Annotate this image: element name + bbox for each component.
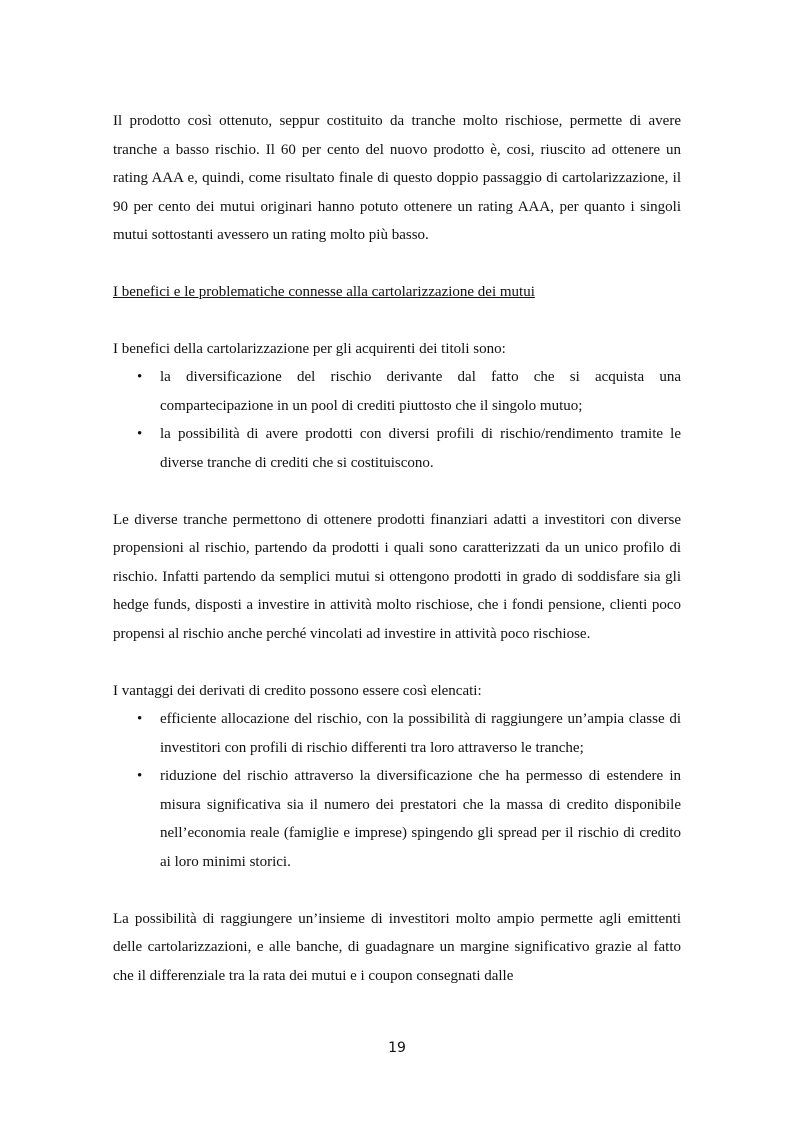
- list-item-text: la diversificazione del rischio derivante dal fatto che si acquista una compartecipazione in un pool di crediti piuttosto che il singolo mutuo;: [160, 369, 681, 414]
- list-item-text: riduzione del rischio attraverso la diversificazione che ha permesso di estendere in misura significativa sia il numero dei prestatori che la massa di credito disponibile nell’economia reale (famiglie e imprese) spingendo gli spread per il rischio di credito ai loro minimi storici.: [160, 768, 681, 871]
- section-heading: I benefici e le problematiche connesse alla cartolarizzazione dei mutui: [113, 283, 535, 300]
- list-item-text: la possibilità di avere prodotti con diversi profili di rischio/rendimento tramite le diverse tranche di crediti che si costituiscono.: [160, 426, 681, 471]
- paragraph-gap: [113, 877, 681, 905]
- paragraph-advantages-intro: I vantaggi dei derivati di credito possono essere così elencati:: [113, 682, 482, 699]
- paragraph-securitization-result: Il prodotto così ottenuto, seppur costituito da tranche molto rischiose, permette di avere tranche a basso rischio. Il 60 per cento del nuovo prodotto è, cosi, riuscito ad ottenere un rating AAA e, quindi, come risultato finale di questo doppio passaggio di cartolarizzazione, il 90 per cento dei mutui originari hanno potuto ottenere un rating AAA, per quanto i singoli mutui sottostanti avessero un rating molto più basso.: [113, 113, 681, 244]
- advantages-list: [113, 705, 681, 877]
- list-item-text: efficiente allocazione del rischio, con la possibilità di raggiungere un’ampia classe di investitori con profili di rischio differenti tra loro attraverso le tranche;: [160, 711, 681, 756]
- bullet-icon: •: [137, 369, 143, 386]
- paragraph-gap: [113, 478, 681, 506]
- list-item: [113, 420, 681, 477]
- list-item: [113, 762, 681, 876]
- bullet-icon: •: [137, 711, 143, 728]
- paragraph-issuers-margin: La possibilità di raggiungere un’insieme di investitori molto ampio permette agli emittenti delle cartolarizzazioni, e alle banche, di guadagnare un margine significativo grazie al fatto che il differenziale tra la rata dei mutui e i coupon consegnati dalle: [113, 910, 681, 984]
- list-item: [113, 705, 681, 762]
- paragraph-benefits-intro: I benefici della cartolarizzazione per gli acquirenti dei titoli sono:: [113, 340, 506, 357]
- document-body: [113, 107, 681, 990]
- page-number: 19: [388, 1040, 406, 1056]
- paragraph-gap: [113, 307, 681, 335]
- list-item: [113, 363, 681, 420]
- paragraph-gap: [113, 649, 681, 677]
- benefits-list: [113, 363, 681, 477]
- paragraph-gap: [113, 250, 681, 278]
- paragraph-tranche-investors: Le diverse tranche permettono di ottenere prodotti finanziari adatti a investitori con diverse propensioni al rischio, partendo da prodotti i quali sono caratterizzati da un unico profilo di rischio. Infatti partendo da semplici mutui si ottengono prodotti in grado di soddisfare sia gli hedge funds, disposti a investire in attività molto rischiose, che i fondi pensione, clienti poco propensi al rischio anche perché vincolati ad investire in attività poco rischiose.: [113, 511, 681, 642]
- bullet-icon: •: [137, 426, 143, 443]
- bullet-icon: •: [137, 768, 143, 785]
